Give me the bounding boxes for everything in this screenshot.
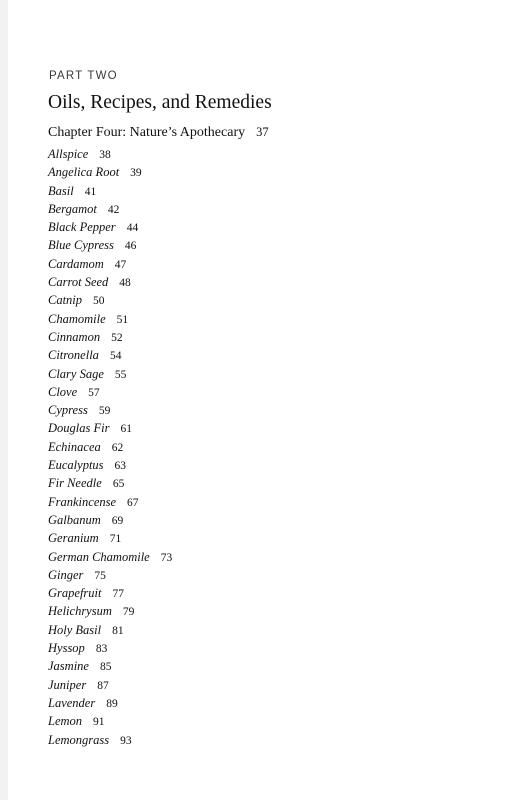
toc-entry-page-number: 87 (97, 679, 109, 692)
toc-entry-name: Lemon (48, 714, 83, 729)
toc-entry[interactable] (48, 731, 172, 749)
toc-entry-page-number: 73 (160, 551, 173, 564)
book-page (8, 0, 522, 800)
chapter-heading[interactable] (48, 125, 269, 141)
toc-entry-name: Fir Needle (48, 476, 102, 491)
toc-entry-name: Frankincense (48, 494, 117, 509)
toc-entry[interactable] (48, 163, 172, 181)
toc-entry[interactable] (48, 328, 172, 346)
toc-entry[interactable] (48, 511, 172, 529)
toc-entry-page-number: 57 (88, 386, 100, 399)
toc-entry-name: Geranium (48, 531, 99, 546)
toc-entry[interactable] (48, 529, 172, 547)
toc-entry[interactable] (48, 639, 172, 657)
toc-entry-name: Catnip (48, 293, 83, 308)
toc-entry[interactable] (48, 712, 172, 730)
toc-entry[interactable] (48, 346, 172, 364)
toc-entry-name: Holy Basil (48, 622, 102, 637)
toc-entry[interactable] (48, 548, 172, 566)
toc-entry-page-number: 50 (93, 295, 105, 308)
toc-entry-name: Clary Sage (48, 366, 104, 381)
toc-entry-page-number: 81 (112, 624, 124, 637)
toc-entry-name: Basil (48, 183, 74, 198)
toc-entry[interactable] (48, 236, 172, 254)
toc-entry[interactable] (48, 218, 172, 236)
toc-entry-name: Angelica Root (48, 165, 120, 180)
toc-entry[interactable] (48, 200, 172, 218)
toc-entry[interactable] (48, 438, 172, 456)
toc-entry-name: Blue Cypress (48, 238, 114, 253)
toc-entry-name: Eucalyptus (48, 458, 104, 473)
toc-entry[interactable] (48, 621, 172, 639)
toc-entry-page-number: 69 (111, 514, 124, 527)
toc-entry[interactable] (48, 182, 172, 200)
toc-entry-name: Douglas Fir (48, 421, 110, 436)
toc-entry-name: Hyssop (48, 641, 85, 656)
toc-entry-page-number: 85 (99, 661, 112, 674)
toc-entry-name: Jasmine (48, 659, 89, 674)
toc-entry[interactable] (48, 566, 172, 584)
toc-entry-page-number: 54 (109, 350, 122, 363)
toc-entry[interactable] (48, 273, 172, 291)
toc-entry-name: Cypress (48, 403, 88, 418)
toc-entry-page-number: 44 (126, 222, 139, 235)
toc-entry-page-number: 39 (130, 167, 142, 180)
toc-entry[interactable] (48, 474, 172, 492)
toc-entry-name: Galbanum (48, 512, 101, 527)
toc-entry-page-number: 67 (127, 496, 139, 509)
toc-entry-page-number: 63 (114, 460, 127, 473)
toc-entry[interactable] (48, 401, 172, 419)
toc-entry-name: Ginger (48, 567, 84, 582)
toc-entry[interactable] (48, 291, 172, 309)
chapter-title: Chapter Four: Nature’s Apothecary (48, 125, 246, 140)
toc-entry-page-number: 48 (119, 277, 131, 290)
toc-entry-page-number: 75 (94, 569, 106, 582)
toc-entry-name: Lavender (48, 695, 96, 710)
toc-entry-page-number: 93 (120, 734, 132, 747)
toc-entry-page-number: 38 (99, 149, 111, 161)
toc-entry-name: Bergamot (48, 201, 97, 216)
toc-entry-name: Grapefruit (48, 586, 102, 601)
toc-entry[interactable] (48, 694, 172, 712)
toc-entry-page-number: 62 (111, 441, 124, 454)
toc-entry-name: Black Pepper (48, 220, 116, 235)
toc-entry-page-number: 71 (109, 533, 122, 546)
toc-entry[interactable] (48, 584, 172, 602)
toc-entry[interactable] (48, 365, 172, 383)
toc-entry[interactable] (48, 383, 172, 401)
part-title: Oils, Recipes, and Remedies (48, 92, 272, 113)
toc-entry-name: Allspice (48, 147, 89, 161)
toc-entry-page-number: 47 (114, 258, 127, 271)
toc-entry-page-number: 52 (111, 331, 123, 344)
toc-entry-name: Clove (48, 384, 78, 399)
toc-entry-page-number: 51 (116, 313, 129, 326)
toc-entry-page-number: 42 (107, 203, 120, 216)
toc-entry-name: Cinnamon (48, 329, 101, 344)
toc-entry-name: Helichrysum (48, 604, 112, 619)
toc-entry-page-number: 65 (112, 478, 125, 491)
toc-entry-page-number: 41 (84, 185, 97, 198)
toc-entry[interactable] (48, 255, 172, 273)
toc-entry-name: Cardamom (48, 256, 104, 271)
toc-entry-page-number: 61 (120, 423, 132, 436)
toc-entry-page-number: 77 (112, 588, 124, 601)
part-label: PART TWO (49, 70, 118, 82)
toc-entry[interactable] (48, 657, 172, 675)
toc-entry-name: Citronella (48, 348, 99, 363)
toc-entry-page-number: 59 (98, 405, 111, 418)
toc-entry-name: Lemongrass (48, 732, 110, 747)
toc-entry-page-number: 46 (124, 240, 137, 253)
toc-entry[interactable] (48, 419, 172, 437)
toc-entry-list (48, 145, 172, 749)
toc-entry-page-number: 79 (122, 606, 135, 619)
toc-entry-name: Echinacea (48, 439, 101, 454)
toc-entry-page-number: 89 (106, 697, 118, 710)
toc-entry-name: Carrot Seed (48, 275, 109, 290)
toc-entry-name: German Chamomile (48, 549, 150, 564)
toc-entry[interactable] (48, 310, 172, 328)
toc-entry[interactable] (48, 493, 172, 511)
toc-entry[interactable] (48, 676, 172, 694)
toc-entry-page-number: 55 (114, 368, 127, 381)
toc-entry-name: Chamomile (48, 311, 106, 326)
toc-entry-page-number: 91 (93, 716, 105, 729)
toc-entry-page-number: 83 (95, 643, 108, 656)
toc-entry[interactable] (48, 456, 172, 474)
toc-entry-name: Juniper (48, 677, 87, 692)
chapter-page-number: 37 (256, 125, 269, 139)
toc-entry[interactable] (48, 145, 172, 163)
toc-entry[interactable] (48, 602, 172, 620)
